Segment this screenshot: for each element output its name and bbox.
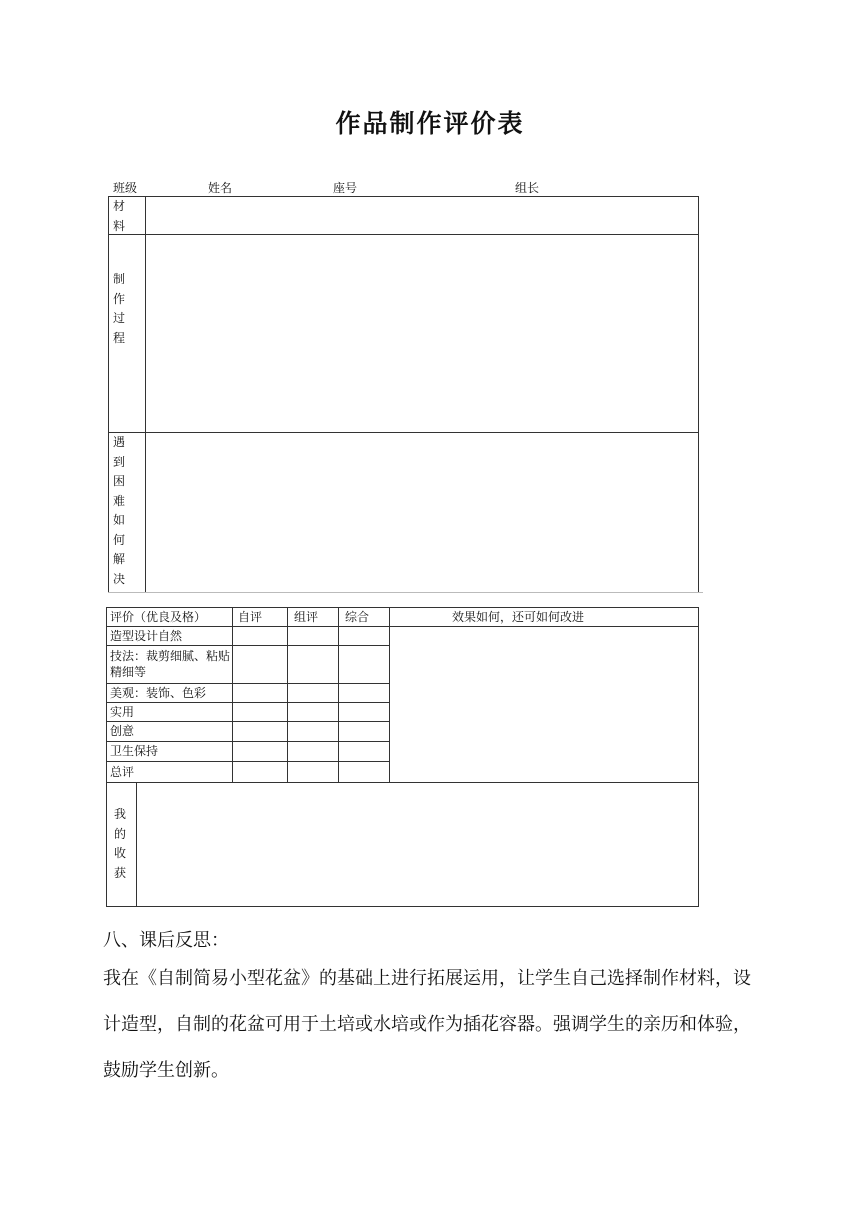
difficulty-label: 遇 到 困 难 如 何 解 决 — [112, 435, 125, 586]
class-label: 班级 — [113, 181, 138, 195]
harvest-label: 我 的 收 获 — [113, 807, 126, 880]
seat-label: 座号 — [333, 181, 358, 195]
eval-row-label: 创意 — [110, 724, 135, 738]
eval-header-group: 组评 — [294, 610, 319, 624]
leader-label: 组长 — [515, 181, 540, 195]
eval-row-label: 美观：装饰、色彩 — [110, 686, 207, 700]
eval-row-label: 卫生保持 — [110, 744, 159, 758]
reflection-heading: 八、课后反思： — [103, 930, 229, 951]
name-label: 姓名 — [208, 181, 233, 195]
eval-row-label: 技法：裁剪细腻、粘贴精细等 — [110, 649, 231, 679]
eval-header-overall: 综合 — [345, 610, 370, 624]
eval-header-self: 自评 — [238, 610, 263, 624]
eval-row-label: 实用 — [110, 705, 135, 719]
eval-header-improve: 效果如何，还可如何改进 — [452, 610, 585, 624]
process-label: 制 作 过 程 — [112, 272, 125, 345]
page-title: 作品制作评价表 — [335, 109, 525, 138]
materials-label: 材 料 — [112, 199, 125, 233]
eval-row-label: 总评 — [110, 765, 135, 779]
reflection-body: 我在《自制简易小型花盆》的基础上进行拓展运用，让学生自己选择制作材料，设计造型，自制的花盆可用于土培或水培或作为插花容器。强调学生的亲历和体验，鼓励学生创新。 — [103, 968, 751, 1081]
eval-row-label: 造型设计自然 — [110, 629, 183, 643]
eval-header-criteria: 评价（优良及格） — [110, 610, 207, 624]
